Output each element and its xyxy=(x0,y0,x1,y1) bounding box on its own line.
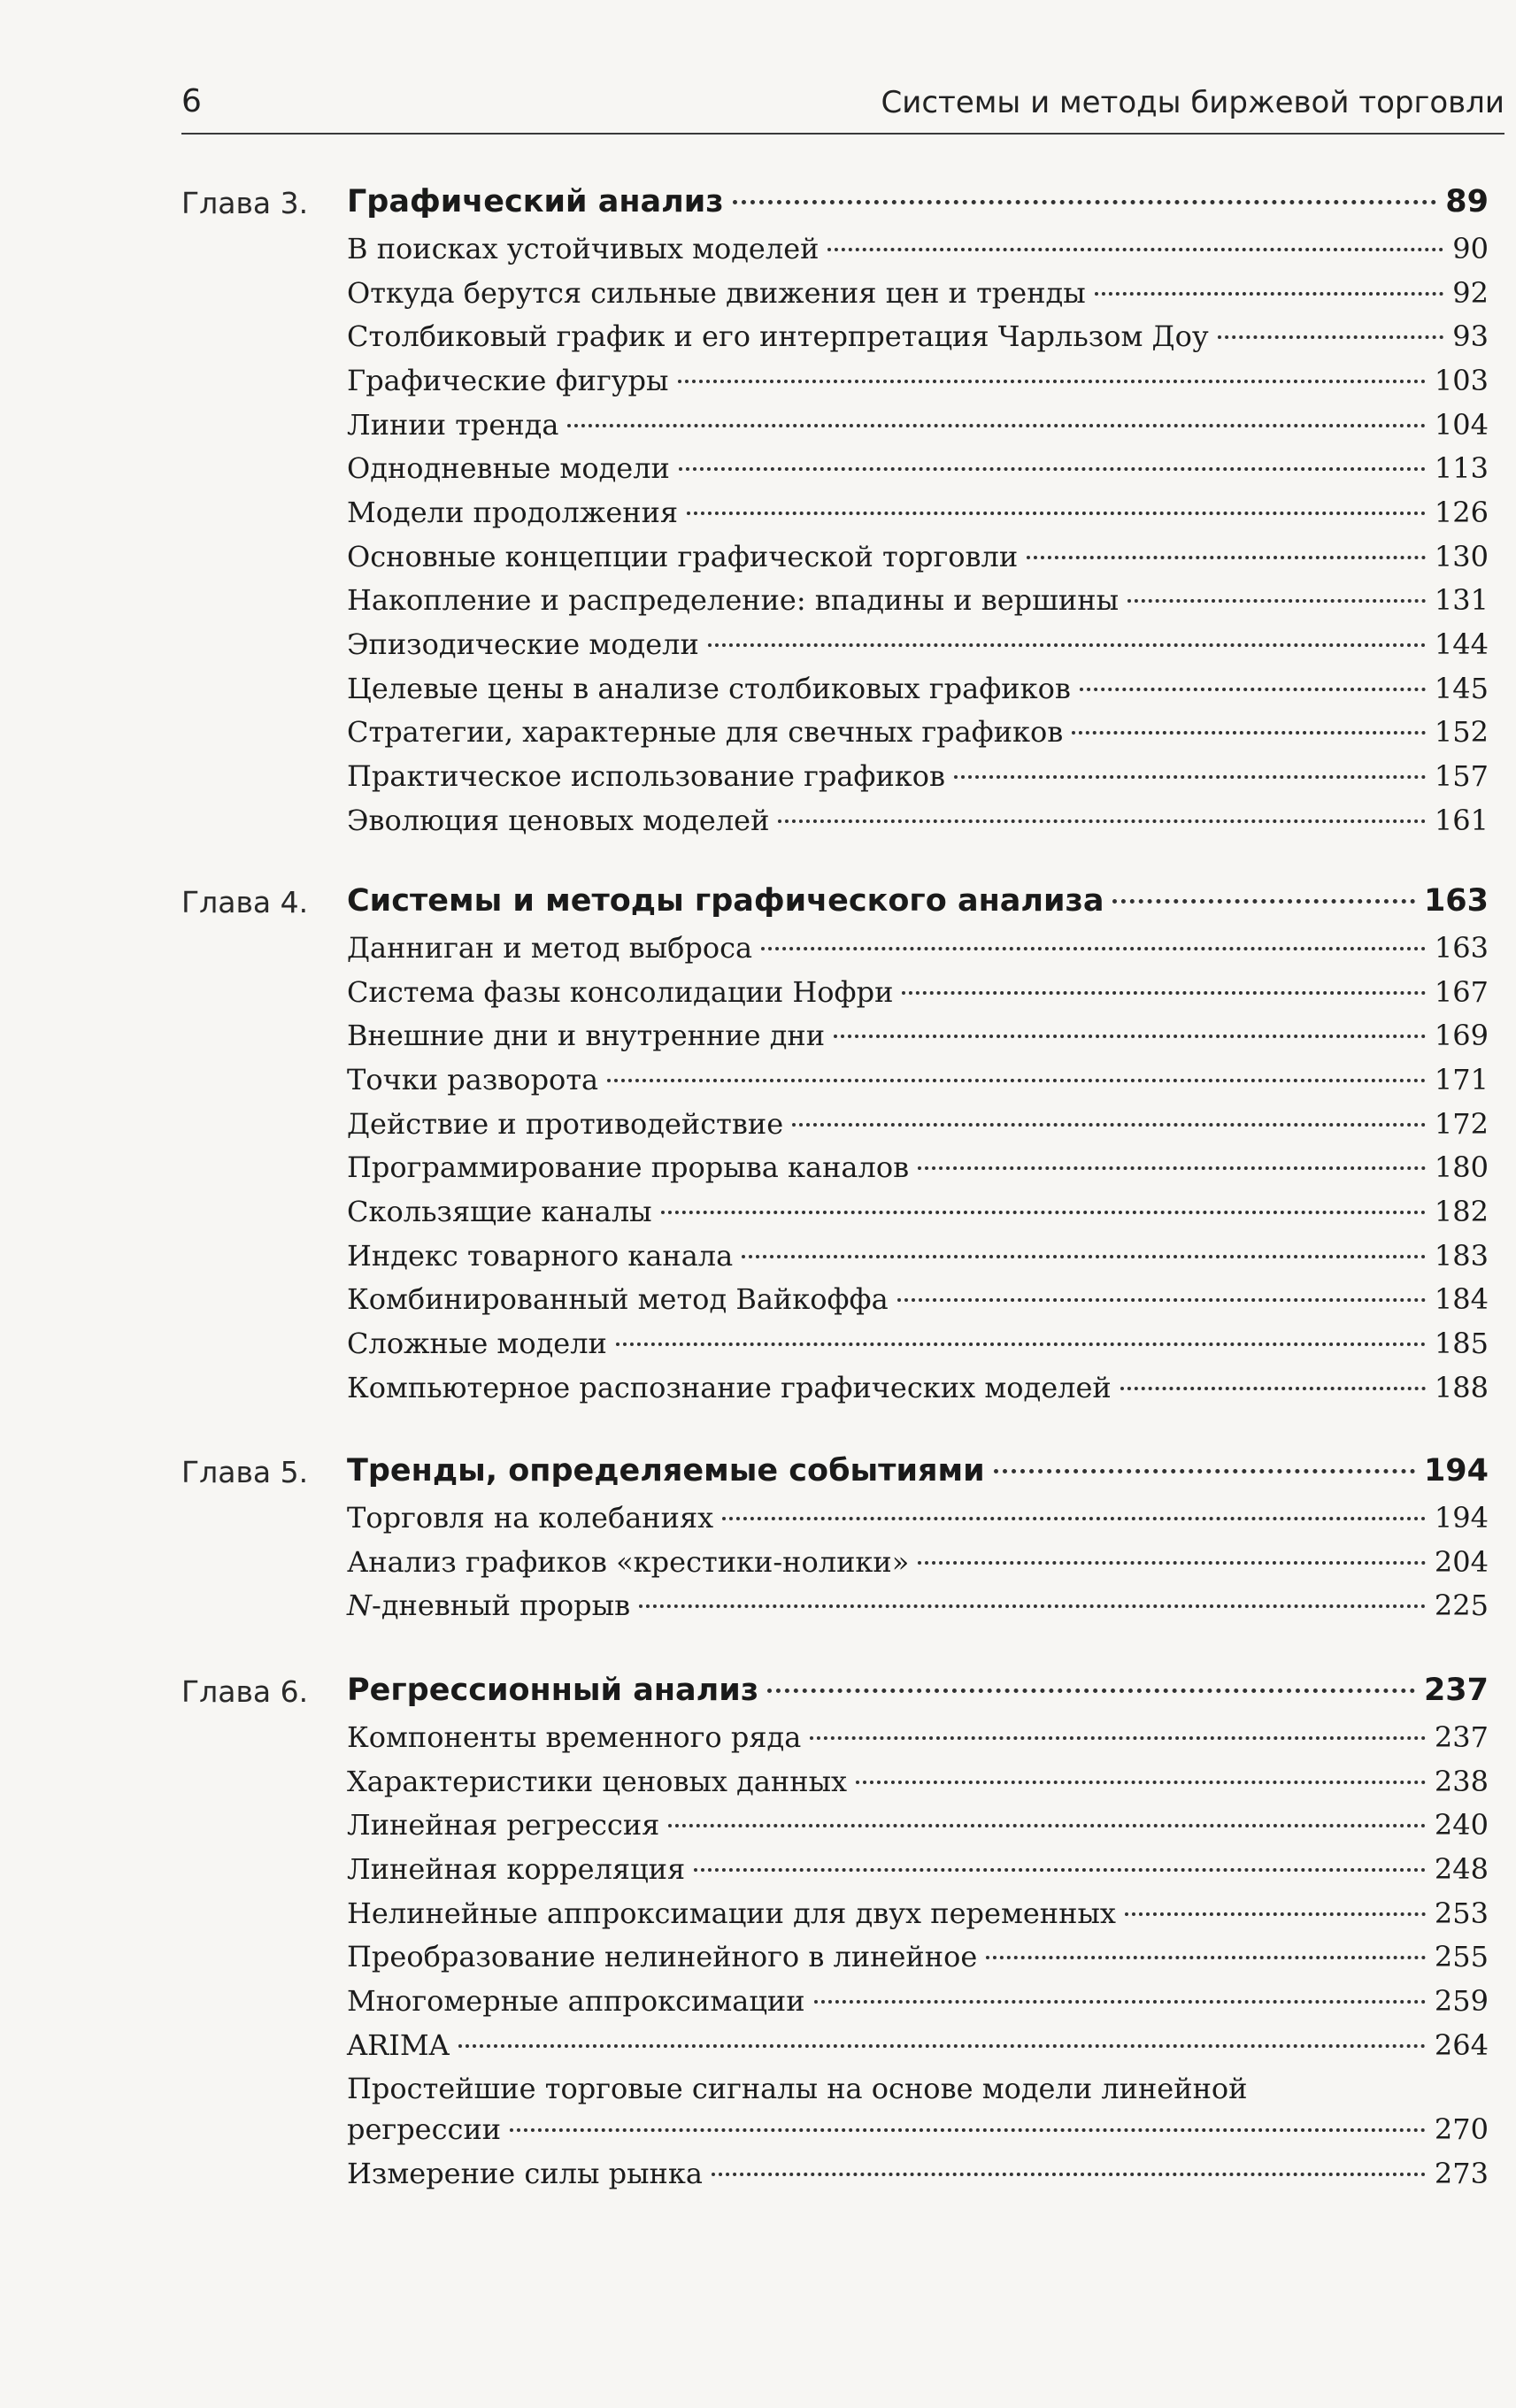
toc-entry[interactable] xyxy=(347,1195,1489,1239)
toc-entry[interactable] xyxy=(347,1984,1489,2028)
entry-page: 237 xyxy=(1434,1720,1489,1754)
entry-title: Столбиковый график и его интерпретация Чарльзом Доу xyxy=(347,319,1209,353)
entry-page: 248 xyxy=(1434,1852,1489,1886)
entry-title: N-дневный прорыв xyxy=(347,1589,631,1622)
chapter-page: 194 xyxy=(1423,1453,1489,1489)
entry-page: 172 xyxy=(1434,1107,1489,1141)
leader-dots xyxy=(994,1469,1415,1473)
entry-page: 113 xyxy=(1434,451,1489,485)
entry-title: Преобразование нелинейного в линейное xyxy=(347,1940,978,1973)
entry-title: В поисках устойчивых моделей xyxy=(347,232,820,265)
toc-entry[interactable] xyxy=(347,1063,1489,1107)
entry-page: 92 xyxy=(1452,276,1489,310)
chapter-label: Глава 6. xyxy=(181,1674,309,1709)
toc-entry[interactable] xyxy=(347,1327,1489,1371)
toc-entry[interactable] xyxy=(347,1107,1489,1151)
chapter-heading[interactable] xyxy=(0,1666,1516,1715)
entry-page: 259 xyxy=(1434,1984,1489,2018)
entry-title: Практическое использование графиков xyxy=(347,759,946,793)
leader-dots xyxy=(733,200,1437,204)
entry-page: 264 xyxy=(1434,2028,1489,2062)
toc-entry[interactable] xyxy=(347,672,1489,716)
entry-page: 130 xyxy=(1434,540,1489,573)
entry-page: 171 xyxy=(1434,1063,1489,1096)
toc-entry[interactable] xyxy=(347,1940,1489,1984)
chapter-title: Системы и методы графического анализа xyxy=(347,883,1104,919)
entry-page: 103 xyxy=(1434,364,1489,397)
chapter-label: Глава 5. xyxy=(181,1455,309,1489)
entry-page: 273 xyxy=(1434,2157,1489,2190)
toc-entry[interactable] xyxy=(347,627,1489,672)
entry-title: Система фазы консолидации Нофри xyxy=(347,975,894,1009)
entry-title: ARIMA xyxy=(347,2028,450,2062)
entry-title: Данниган и метод выброса xyxy=(347,931,753,965)
toc-entry[interactable] xyxy=(347,1765,1489,1809)
toc-entry[interactable] xyxy=(347,715,1489,759)
entry-title: Программирование прорыва каналов xyxy=(347,1150,910,1184)
toc-entry[interactable] xyxy=(347,1896,1489,1941)
toc-entry[interactable] xyxy=(347,1808,1489,1852)
chapter-label: Глава 3. xyxy=(181,186,309,220)
entry-page: 183 xyxy=(1434,1239,1489,1273)
page-header xyxy=(181,73,1504,135)
toc-entry[interactable] xyxy=(347,2072,1489,2157)
entry-page: 169 xyxy=(1434,1019,1489,1052)
entry-page: 194 xyxy=(1434,1501,1489,1535)
chapter-label: Глава 4. xyxy=(181,885,309,919)
entry-title: Анализ графиков «крестики-нолики» xyxy=(347,1545,910,1579)
toc-entry[interactable] xyxy=(347,975,1489,1019)
toc-entry[interactable] xyxy=(347,583,1489,627)
entry-page: 145 xyxy=(1434,672,1489,705)
entry-title: Откуда берутся сильные движения цен и тренды xyxy=(347,276,1086,310)
entry-page: 270 xyxy=(1434,2112,1489,2146)
leader-dots xyxy=(1112,899,1414,904)
entry-title: Целевые цены в анализе столбиковых графиков xyxy=(347,672,1071,705)
entry-page: 182 xyxy=(1434,1195,1489,1228)
entry-page: 188 xyxy=(1434,1371,1489,1404)
entry-title: Стратегии, характерные для свечных графиков xyxy=(347,715,1064,749)
entry-title: Многомерные аппроксимации xyxy=(347,1984,805,2018)
chapter-heading[interactable] xyxy=(0,876,1516,926)
toc-entry[interactable] xyxy=(347,759,1489,804)
toc-entry[interactable] xyxy=(347,1282,1489,1327)
toc-entry[interactable] xyxy=(347,364,1489,408)
entry-title: Скользящие каналы xyxy=(347,1195,652,1228)
entry-page: 93 xyxy=(1452,319,1489,353)
toc-entry[interactable] xyxy=(347,408,1489,452)
chapter-page: 163 xyxy=(1423,883,1489,919)
entry-page: 90 xyxy=(1452,232,1489,265)
entry-page: 163 xyxy=(1434,931,1489,965)
entry-title: Линейная корреляция xyxy=(347,1852,686,1886)
entry-page: 104 xyxy=(1434,408,1489,442)
entry-title-line2: регрессии xyxy=(347,2112,502,2146)
entry-title: Нелинейные аппроксимации для двух переменных xyxy=(347,1896,1116,1930)
entry-title: Характеристики ценовых данных xyxy=(347,1765,848,1798)
leader-dots xyxy=(767,1689,1415,1693)
toc-entry[interactable] xyxy=(347,496,1489,540)
entry-page: 131 xyxy=(1434,583,1489,617)
entry-title: Сложные модели xyxy=(347,1327,607,1360)
entry-page: 157 xyxy=(1434,759,1489,793)
entry-page: 184 xyxy=(1434,1282,1489,1316)
entry-page: 161 xyxy=(1434,804,1489,837)
entry-title: Основные концепции графической торговли xyxy=(347,540,1019,573)
entry-title: Внешние дни и внутренние дни xyxy=(347,1019,826,1052)
chapter-title: Графический анализ xyxy=(347,184,724,219)
chapter-heading[interactable] xyxy=(0,177,1516,227)
toc-entry[interactable] xyxy=(347,804,1489,848)
entry-title: Индекс товарного канала xyxy=(347,1239,734,1273)
entry-page: 180 xyxy=(1434,1150,1489,1184)
entry-title: Точки разворота xyxy=(347,1063,599,1096)
running-title: Системы и методы биржевой торговли xyxy=(881,85,1504,120)
entry-page: 253 xyxy=(1434,1896,1489,1930)
toc-entry[interactable] xyxy=(347,540,1489,584)
chapter-heading[interactable] xyxy=(0,1446,1516,1496)
entry-title: Торговля на колебаниях xyxy=(347,1501,714,1535)
toc-entry[interactable] xyxy=(347,451,1489,496)
chapter-page: 89 xyxy=(1445,184,1489,219)
entry-title: Эпизодические модели xyxy=(347,627,699,661)
entry-page: 185 xyxy=(1434,1327,1489,1360)
toc-entry[interactable] xyxy=(347,1371,1489,1415)
entry-title: Измерение силы рынка xyxy=(347,2157,703,2190)
toc-entry[interactable] xyxy=(347,1720,1489,1765)
toc-entry[interactable] xyxy=(347,1150,1489,1195)
entry-page: 238 xyxy=(1434,1765,1489,1798)
entry-page: 255 xyxy=(1434,1940,1489,1973)
entry-title: Компоненты временного ряда xyxy=(347,1720,802,1754)
toc-entry[interactable] xyxy=(347,1545,1489,1589)
entry-title: Простейшие торговые сигналы на основе модели линейной xyxy=(347,2072,1248,2105)
entry-page: 167 xyxy=(1434,975,1489,1009)
entry-page: 240 xyxy=(1434,1808,1489,1842)
entry-page: 204 xyxy=(1434,1545,1489,1579)
toc-entry[interactable] xyxy=(347,1501,1489,1545)
toc-entry[interactable] xyxy=(347,319,1489,364)
entry-page: 225 xyxy=(1434,1589,1489,1622)
toc-entry[interactable] xyxy=(347,1019,1489,1063)
chapter-page: 237 xyxy=(1423,1673,1489,1708)
toc-entry[interactable] xyxy=(347,2028,1489,2073)
entry-title: Линии тренда xyxy=(347,408,559,442)
entry-title: Накопление и распределение: впадины и вершины xyxy=(347,583,1120,617)
entry-page: 144 xyxy=(1434,627,1489,661)
entry-title: Компьютерное распознание графических моделей xyxy=(347,1371,1112,1404)
chapter-title: Регрессионный анализ xyxy=(347,1673,759,1708)
entry-page: 152 xyxy=(1434,715,1489,749)
entry-title: Линейная регрессия xyxy=(347,1808,660,1842)
entry-title: Эволюция ценовых моделей xyxy=(347,804,770,837)
toc-entry[interactable] xyxy=(347,276,1489,320)
toc-entry[interactable] xyxy=(347,931,1489,975)
page-number: 6 xyxy=(181,83,202,119)
toc-entry[interactable] xyxy=(347,1239,1489,1283)
toc-entry[interactable] xyxy=(347,232,1489,276)
entry-title: Действие и противодействие xyxy=(347,1107,784,1141)
entry-page: 126 xyxy=(1434,496,1489,529)
toc-entry[interactable] xyxy=(347,1589,1489,1633)
entry-title: Комбинированный метод Вайкоффа xyxy=(347,1282,889,1316)
entry-title: Графические фигуры xyxy=(347,364,669,397)
toc-entry[interactable] xyxy=(347,1852,1489,1896)
toc-entry[interactable] xyxy=(347,2157,1489,2201)
entry-title: Однодневные модели xyxy=(347,451,670,485)
chapter-title: Тренды, определяемые событиями xyxy=(347,1453,985,1489)
entry-title: Модели продолжения xyxy=(347,496,679,529)
